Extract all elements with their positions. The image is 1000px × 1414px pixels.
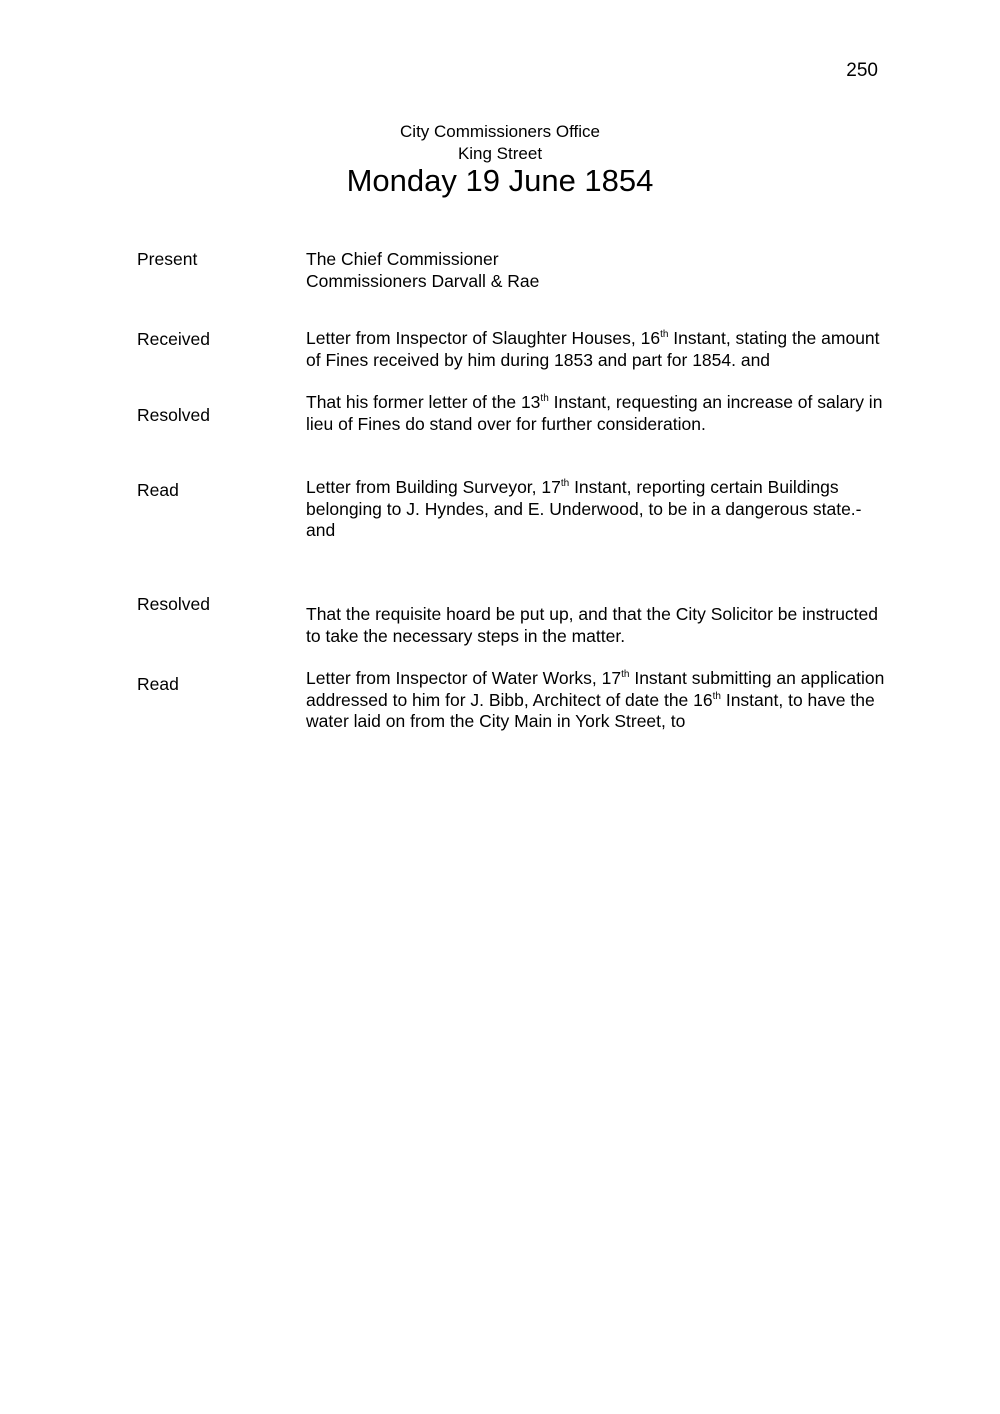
entry-label-present: Present [137,249,198,269]
entry-text-read [306,477,886,542]
text-part: Letter from Building Surveyor, 17 [306,477,561,497]
office-heading: City Commissioners Office [400,122,600,141]
superscript: th [712,690,721,702]
entry-label-resolved: Resolved [137,594,210,614]
text-part: Instant, stating the amount of Fines received by him during 1853 and part for 1854. and [306,328,880,370]
page-number: 250 [846,60,878,81]
text-part: Instant submitting an application addressed to him for J. Bibb, Architect of date the 16 [306,668,885,710]
text-part: Instant, reporting certain Buildings belonging to J. Hyndes, and E. Underwood, to be in a dangerous state.- and [306,477,862,540]
entry-text-received [306,328,886,371]
entry-text-resolved: That the requisite hoard be put up, and that the City Solicitor be instructed to take the necessary steps in the matter. [306,604,879,646]
text-part: Instant, requesting an increase of salary in lieu of Fines do stand over for further consideration. [306,392,883,434]
entry-text-read [306,668,896,733]
entry-text-resolved [306,392,886,435]
entry-label-received: Received [137,329,210,349]
present-line: The Chief Commissioner [306,249,499,269]
superscript: th [560,478,570,490]
entry-label-resolved: Resolved [137,405,210,425]
text-part: That his former letter of the 13 [306,392,541,412]
entry-text-present [306,249,886,292]
present-line: Commissioners Darvall & Rae [306,270,540,291]
text-part: Letter from Inspector of Water Works, 17 [306,668,622,688]
street-heading: King Street [457,144,543,163]
superscript: th [540,393,549,405]
meeting-date: Monday 19 June 1854 [346,163,654,198]
superscript: th [660,329,669,341]
entry-label-read: Read [137,674,179,694]
text-part: Instant, to have the water laid on from the City Main in York Street, to [306,689,875,731]
entry-label-read: Read [137,480,179,500]
text-part: Letter from Inspector of Slaughter Houses, 16 [306,328,661,348]
superscript: th [621,669,630,681]
